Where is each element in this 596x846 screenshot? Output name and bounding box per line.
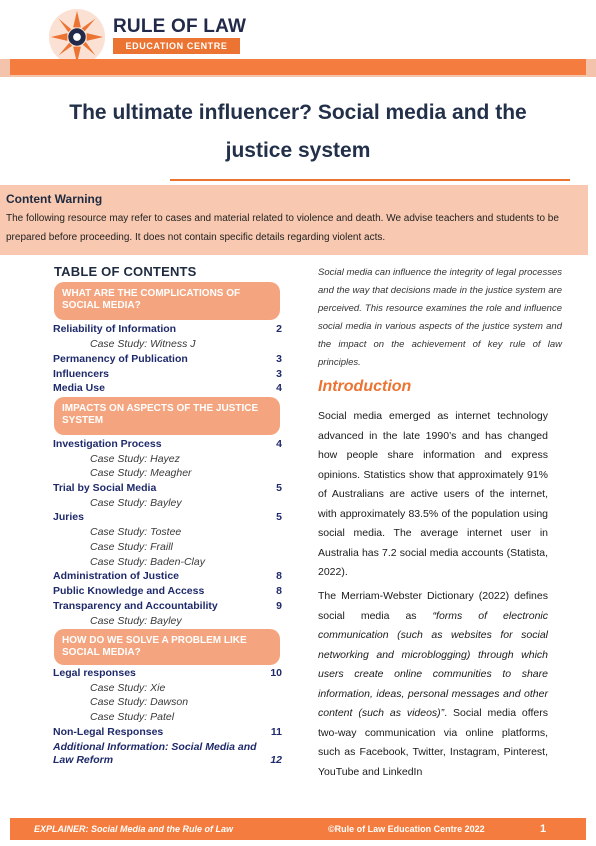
toc-entry[interactable]: Influencers 3 [53, 368, 282, 380]
toc-entry[interactable]: Trial by Social Media 5 [53, 482, 282, 494]
introduction-paragraph-2: The Merriam-Webster Dictionary (2022) defines social media as “forms of electronic communication (such as websites for social networking and microblogging) through which users create online communities to share information, ideas, personal messages and other content (such as videos)”. Social media offers two-way communication via online platforms, such as Facebook, Twitter, Instagram, Pinterest, YouTube and LinkedIn [318, 590, 548, 778]
toc-case-study[interactable]: Case Study: Dawson [90, 696, 189, 708]
brand-subtitle: EDUCATION CENTRE [113, 38, 240, 54]
introduction-paragraph-1: Social media emerged as internet technology advanced in the late 1990’s and has changed how people share information and express opinions. Statistics show that approximately 91% of Australians are active users of the internet, with approximately 83.5% of the population using social media. The average internet user in Australia has 7.2 social media accounts (Statista, 2022). [318, 410, 548, 578]
page-footer [10, 818, 586, 840]
brand-name: RULE OF LAW [113, 16, 247, 37]
footer-title: EXPLAINER: Social Media and the Rule of Law [34, 824, 234, 834]
logo-emblem-icon [48, 8, 106, 66]
toc-case-study[interactable]: Case Study: Hayez [90, 453, 180, 465]
toc-heading: TABLE OF CONTENTS [54, 264, 197, 279]
page-title: The ultimate influencer? Social media and the justice system [69, 101, 527, 162]
toc-entry[interactable]: Juries 5 [53, 511, 282, 523]
toc-case-study[interactable]: Case Study: Tostee [90, 526, 182, 538]
toc-entry[interactable]: Public Knowledge and Access 8 [53, 585, 282, 597]
introduction-heading: Introduction [318, 378, 412, 395]
toc-entry[interactable]: Transparency and Accountability 9 [53, 600, 282, 612]
toc-case-study[interactable]: Case Study: Bayley [90, 497, 182, 509]
toc-entry[interactable]: Permanency of Publication 3 [53, 353, 282, 365]
header-band-accent [10, 59, 586, 75]
toc-entry[interactable]: Administration of Justice 8 [53, 570, 282, 582]
footer-copyright: ©Rule of Law Education Centre 2022 [328, 824, 485, 834]
toc-case-study[interactable]: Case Study: Meagher [90, 467, 192, 479]
toc-case-study[interactable]: Case Study: Patel [90, 711, 175, 723]
toc-case-study[interactable]: Case Study: Fraill [90, 541, 173, 553]
toc-section-solutions[interactable]: HOW DO WE SOLVE A PROBLEM LIKE SOCIAL MEDIA? [54, 629, 280, 665]
title-divider [170, 179, 570, 181]
content-warning-text: The following resource may refer to cases and material related to violence and death. We advise teachers and students to be prepared before proceeding. It does not contain specific details regarding violent acts. [6, 213, 559, 243]
toc-entry[interactable]: Additional Information: Social Media and Law Reform 12 [53, 741, 282, 766]
toc-case-study[interactable]: Case Study: Baden-Clay [90, 556, 205, 568]
toc-case-study[interactable]: Case Study: Witness J [90, 338, 196, 350]
intro-summary: Social media can influence the integrity of legal processes and the way that decisions made in the justice system are perceived. This resource examines the role and influence social media in various aspects of the justice system and the impact on the achievement of key rule of law principles. [318, 267, 562, 368]
content-warning-heading: Content Warning [6, 192, 103, 206]
toc-entry[interactable]: Non-Legal Responses 11 [53, 726, 282, 738]
toc-section-complications[interactable]: WHAT ARE THE COMPLICATIONS OF SOCIAL MEDIA? [54, 282, 280, 320]
toc-entry[interactable]: Reliability of Information 2 [53, 323, 282, 335]
toc-case-study[interactable]: Case Study: Bayley [90, 615, 182, 627]
toc-entry[interactable]: Legal responses 10 [53, 667, 282, 679]
page-number: 1 [540, 823, 547, 835]
toc-entry[interactable]: Investigation Process 4 [53, 438, 282, 450]
toc-section-impacts[interactable]: IMPACTS ON ASPECTS OF THE JUSTICE SYSTEM [54, 397, 280, 435]
toc-entry[interactable]: Media Use 4 [53, 382, 282, 394]
toc-case-study[interactable]: Case Study: Xie [90, 682, 166, 694]
